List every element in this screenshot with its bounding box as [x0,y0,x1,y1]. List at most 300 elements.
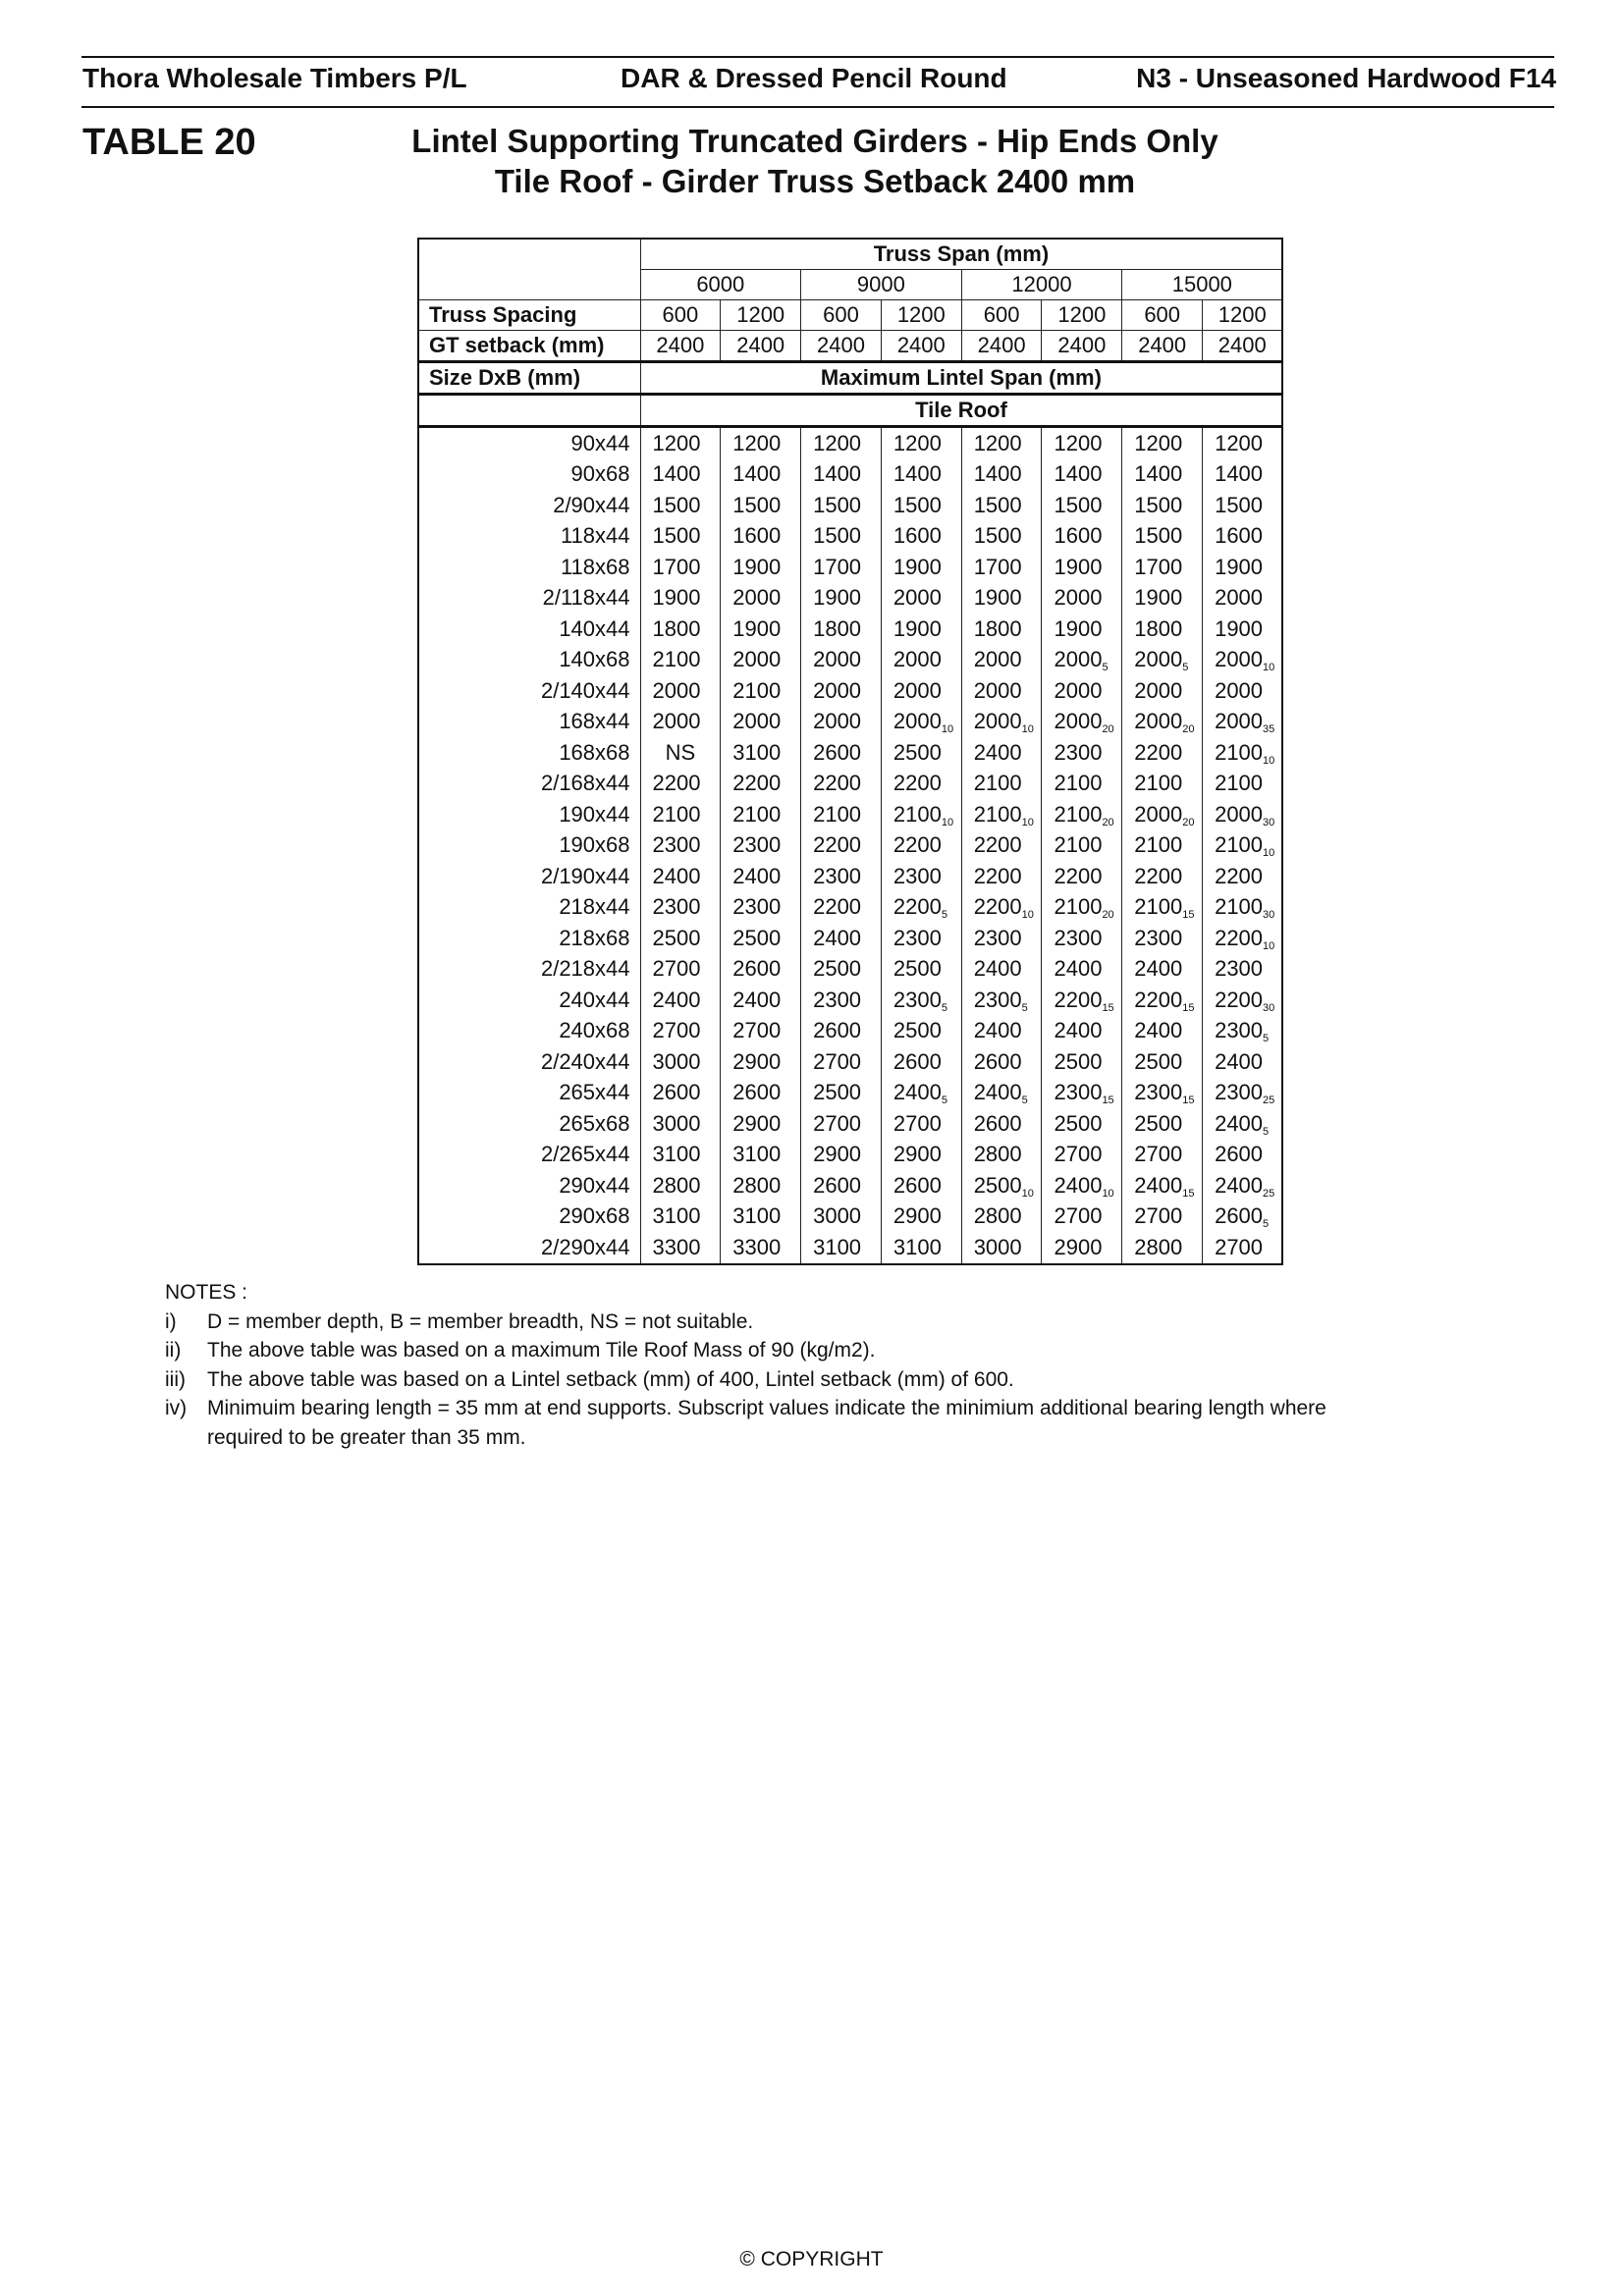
span-value-cell [721,552,801,583]
member-size-cell: 90x68 [418,459,640,491]
table-row [418,459,1282,491]
notes-list [165,1308,1336,1453]
member-size-cell: 140x44 [418,614,640,645]
note-text: The above table was based on a maximum Tile Roof Mass of 90 (kg/m2). [207,1339,876,1362]
size-heading-row [418,362,1282,395]
span-value: 2200 [1054,987,1103,1012]
span-value: 2700 [732,1018,782,1043]
table-row [418,985,1282,1016]
span-value: 1500 [732,492,782,517]
span-value: 2800 [973,1203,1022,1229]
span-value-cell [801,427,882,459]
span-value-cell [640,490,721,521]
span-value: 3100 [732,1203,782,1229]
bearing-subscript: 10 [1102,1187,1114,1200]
span-value: 2500 [813,1080,862,1105]
span-value-cell [640,923,721,954]
span-value-cell [1042,985,1122,1016]
member-size-cell: 2/90x44 [418,490,640,521]
span-value: 2700 [813,1110,862,1136]
span-value: 1500 [1134,523,1183,549]
span-value: 3100 [652,1203,701,1229]
note-text: The above table was based on a Lintel setback (mm) of 400, Lintel setback (mm) of 600. [207,1367,1014,1391]
span-value: 2300 [1215,1080,1264,1105]
span-value-cell [881,459,961,491]
span-value: 1700 [1134,554,1183,579]
span-value: 2500 [1134,1110,1183,1136]
span-value: 2000 [1215,647,1264,672]
span-value: 1900 [1054,554,1103,579]
span-value-cell [1042,954,1122,986]
truss-span-value: 9000 [801,270,962,300]
span-value-cell [721,892,801,924]
span-value: 2600 [732,1080,782,1105]
table-row [418,614,1282,645]
span-value: 1200 [893,430,942,455]
span-value-cell [1203,985,1283,1016]
span-value: 2500 [732,925,782,950]
span-value: 2200 [1134,739,1183,765]
bearing-subscript: 5 [1182,662,1189,674]
span-value-cell [881,1232,961,1264]
span-value-cell [881,923,961,954]
span-value: 2000 [1215,801,1264,827]
span-value: 2800 [973,1142,1022,1167]
span-value-cell [721,583,801,614]
table-row [418,737,1282,769]
span-value-cell [961,1016,1042,1047]
truss-span-value: 12000 [961,270,1122,300]
bearing-subscript: 10 [1263,939,1275,952]
span-value: 2600 [813,1172,862,1198]
bearing-subscript: 15 [1102,1095,1114,1107]
truss-spacing-label: Truss Spacing [418,300,640,331]
span-value-cell [961,707,1042,738]
span-value: 1200 [1215,430,1264,455]
span-value: 3300 [732,1234,782,1259]
span-value: 2300 [973,925,1022,950]
span-value: 2300 [893,987,942,1012]
span-value: 2000 [1054,647,1103,672]
span-value-cell [640,861,721,892]
span-value: 1600 [732,523,782,549]
span-value-cell [1122,1108,1203,1140]
notes-section [165,1278,1336,1452]
span-value: 2100 [652,801,701,827]
span-value-cell [1122,427,1203,459]
span-value: 1500 [1215,492,1264,517]
span-value: 1500 [893,492,942,517]
span-value-cell [1203,1140,1283,1171]
span-value-cell [640,985,721,1016]
span-value-cell [801,861,882,892]
gt-setback-value: 2400 [881,331,961,362]
note-number: iii) [165,1367,186,1391]
span-value: 2400 [1054,1018,1103,1043]
bearing-subscript: 20 [1102,816,1114,828]
span-value-cell [1042,923,1122,954]
span-value: 2000 [893,585,942,611]
span-value: 2700 [1134,1142,1183,1167]
span-value-cell [640,1140,721,1171]
span-value-cell [640,675,721,707]
truss-spacing-value: 1200 [1203,300,1283,331]
table-row [418,923,1282,954]
span-value: 2700 [893,1110,942,1136]
bearing-subscript: 10 [1263,847,1275,860]
span-value: 2400 [1054,956,1103,982]
span-value-cell [801,1108,882,1140]
member-size-cell: 2/168x44 [418,769,640,800]
span-value-cell [801,552,882,583]
span-value-cell [640,1016,721,1047]
span-value-cell [1042,675,1122,707]
span-value-cell [961,675,1042,707]
span-value: 2100 [732,677,782,703]
span-value: 2500 [973,1172,1022,1198]
span-value: 2200 [893,771,942,796]
span-value: 1400 [1215,461,1264,487]
span-value-cell [1122,985,1203,1016]
span-value: 2200 [973,894,1022,920]
span-value-cell [721,1046,801,1078]
span-value-cell [1203,861,1283,892]
span-value-cell [961,614,1042,645]
span-value-cell [640,799,721,830]
gt-setback-value: 2400 [1203,331,1283,362]
span-value-cell [721,490,801,521]
table-row [418,427,1282,459]
max-lintel-span-heading: Maximum Lintel Span (mm) [640,362,1282,395]
span-value-cell [1203,645,1283,676]
bearing-subscript: 20 [1182,723,1195,736]
span-value-cell [1203,1108,1283,1140]
table-body [418,427,1282,1264]
truss-spacing-row [418,300,1282,331]
span-value-cell [1122,954,1203,986]
bearing-subscript: 5 [1102,662,1109,674]
span-value-cell [961,923,1042,954]
table-row [418,1232,1282,1264]
span-value: 2900 [732,1048,782,1074]
bearing-subscript: 15 [1182,1001,1195,1014]
span-value-cell [721,521,801,553]
span-value-cell [1042,799,1122,830]
span-value-cell [640,954,721,986]
note-number: ii) [165,1339,182,1362]
span-value-cell [721,737,801,769]
span-value-cell [640,830,721,862]
span-value: 2900 [893,1142,942,1167]
span-value-cell [801,707,882,738]
member-size-cell: 118x68 [418,552,640,583]
span-value-cell [1122,1078,1203,1109]
span-value-cell [801,645,882,676]
bearing-subscript: 5 [941,1095,947,1107]
span-value: 2400 [1134,1172,1183,1198]
span-value-cell [801,614,882,645]
span-value: 2100 [973,771,1022,796]
span-value: 2300 [1134,925,1183,950]
span-value: 2700 [652,1018,701,1043]
span-value: 2200 [893,894,942,920]
span-value-cell [801,799,882,830]
span-value-cell [961,861,1042,892]
span-value: 2000 [973,677,1022,703]
bearing-subscript: 10 [941,723,954,736]
span-value: 2300 [652,894,701,920]
table-row [418,1046,1282,1078]
span-value: 2400 [1054,1172,1103,1198]
member-size-cell: 265x68 [418,1108,640,1140]
span-value: 2000 [813,647,862,672]
span-value-cell [881,552,961,583]
span-value-cell [1203,459,1283,491]
span-value: 2300 [1134,1080,1183,1105]
span-value: 2400 [732,863,782,888]
span-value-cell [961,552,1042,583]
span-value-cell [640,1232,721,1264]
member-size-cell: 218x44 [418,892,640,924]
span-value-cell [801,1046,882,1078]
span-value: 2900 [1054,1234,1103,1259]
span-value-cell [801,830,882,862]
span-value-cell [1042,1016,1122,1047]
span-value-cell [1042,459,1122,491]
span-value: 1700 [973,554,1022,579]
span-value-cell [801,737,882,769]
truss-spacing-value: 1200 [1042,300,1122,331]
span-value-cell [640,1046,721,1078]
span-value: 2000 [732,647,782,672]
span-value: 2500 [813,956,862,982]
span-value-cell [961,737,1042,769]
span-value: 2600 [813,739,862,765]
span-value: 1900 [813,585,862,611]
span-value-cell [1122,552,1203,583]
span-value: 2400 [1134,1018,1183,1043]
span-value-cell [640,1170,721,1201]
table-header [418,239,1282,427]
span-value: 1400 [732,461,782,487]
bearing-subscript: 5 [941,909,947,922]
span-value: 2700 [1215,1234,1264,1259]
span-value-cell [961,583,1042,614]
span-value-cell [721,675,801,707]
span-value: 2300 [1054,1080,1103,1105]
bearing-subscript: 30 [1263,909,1275,922]
span-value: 2500 [1134,1048,1183,1074]
truss-span-value: 15000 [1122,270,1283,300]
table-row [418,954,1282,986]
span-value-cell [721,769,801,800]
span-value: 2200 [1134,987,1183,1012]
span-value: 1700 [652,554,701,579]
span-value: 2100 [813,801,862,827]
member-size-cell: 2/118x44 [418,583,640,614]
table-row [418,490,1282,521]
span-value-cell [640,645,721,676]
note-item [165,1365,1336,1395]
span-value: 2100 [1215,739,1264,765]
span-value-cell [1203,1232,1283,1264]
note-number: i) [165,1309,177,1333]
span-value-cell [640,459,721,491]
span-value: 1700 [813,554,862,579]
table-row [418,769,1282,800]
table-row [418,1170,1282,1201]
span-value-cell [1122,490,1203,521]
span-value: 2000 [732,709,782,734]
span-value-cell [721,1108,801,1140]
span-value: 2400 [1215,1048,1264,1074]
bearing-subscript: 20 [1102,723,1114,736]
table-row [418,1140,1282,1171]
span-value: 1900 [732,554,782,579]
span-value: 2100 [732,801,782,827]
span-value-cell [961,459,1042,491]
span-value-cell [721,1078,801,1109]
member-size-cell: 218x68 [418,923,640,954]
span-value: 3100 [893,1234,942,1259]
span-value: 2500 [893,956,942,982]
span-value: 1900 [652,585,701,611]
span-value-cell [1042,583,1122,614]
bearing-subscript: 15 [1102,1001,1114,1014]
span-value-cell [1122,614,1203,645]
span-value-cell [1042,1046,1122,1078]
span-value-cell [1042,1108,1122,1140]
span-value: 3100 [813,1234,862,1259]
span-value: 2000 [1134,709,1183,734]
member-size-cell: 290x68 [418,1201,640,1233]
span-value: 1200 [1134,430,1183,455]
span-value-cell [1122,830,1203,862]
gt-setback-row [418,331,1282,362]
truss-spacing-value: 600 [801,300,882,331]
span-value-cell [801,521,882,553]
span-value-cell [1122,861,1203,892]
span-value: 1500 [1134,492,1183,517]
span-value-cell [1042,892,1122,924]
bearing-subscript: 15 [1182,909,1195,922]
span-value: 2100 [652,647,701,672]
member-size-cell: 290x44 [418,1170,640,1201]
span-value: 2300 [1215,1018,1264,1043]
span-value-cell [1203,1016,1283,1047]
table-row [418,861,1282,892]
span-value-cell [721,799,801,830]
span-value: 2500 [1054,1048,1103,1074]
span-value-cell [1042,552,1122,583]
member-size-cell: 168x68 [418,737,640,769]
product-name: DAR & Dressed Pencil Round [621,63,1007,93]
span-value-cell [961,1170,1042,1201]
span-value: 2200 [973,863,1022,888]
bearing-subscript: 5 [1021,1001,1028,1014]
bearing-subscript: 15 [1182,1187,1195,1200]
span-value: 2000 [1134,801,1183,827]
span-value-cell [961,521,1042,553]
span-value: 2200 [813,771,862,796]
span-value-cell [640,521,721,553]
span-value-cell [1042,830,1122,862]
span-value: 2100 [1134,832,1183,858]
span-value-cell [1122,645,1203,676]
span-value-cell [721,954,801,986]
gt-setback-value: 2400 [801,331,882,362]
span-value-cell [640,614,721,645]
span-value: 2700 [652,956,701,982]
member-size-cell: 265x44 [418,1078,640,1109]
span-value-cell [881,769,961,800]
span-value: 2400 [1134,956,1183,982]
span-value: 2400 [1215,1110,1264,1136]
span-value: 2100 [893,801,942,827]
span-value-cell [801,985,882,1016]
span-value: 1400 [813,461,862,487]
span-value: 2800 [1134,1234,1183,1259]
span-value-cell [961,1108,1042,1140]
span-value: 2600 [1215,1142,1264,1167]
span-value-cell [1122,1046,1203,1078]
span-value-cell [1203,521,1283,553]
span-value-cell [721,1201,801,1233]
span-value-cell [721,861,801,892]
gt-setback-value: 2400 [1122,331,1203,362]
table-row [418,521,1282,553]
span-value: 2900 [732,1110,782,1136]
span-value: 2300 [1215,956,1264,982]
span-value-cell [721,645,801,676]
span-value: 2600 [973,1048,1022,1074]
span-value-cell [881,737,961,769]
gt-setback-value: 2400 [721,331,801,362]
member-size-cell: 190x44 [418,799,640,830]
span-value-cell [801,1140,882,1171]
span-value-cell [1122,769,1203,800]
span-value-cell [1203,490,1283,521]
span-value: 2100 [1054,832,1103,858]
header-bottom-rule [81,106,1554,108]
span-value: 1800 [1134,615,1183,641]
span-value: 2600 [652,1080,701,1105]
span-value-cell [801,1232,882,1264]
table-title-line-2: Tile Roof - Girder Truss Setback 2400 mm [494,163,1136,199]
span-value: 2100 [1134,771,1183,796]
bearing-subscript: 20 [1102,909,1114,922]
member-size-cell: 2/290x44 [418,1232,640,1264]
span-value: 2500 [893,1018,942,1043]
span-value: 2700 [813,1048,862,1074]
table-row [418,707,1282,738]
span-value-cell [721,707,801,738]
span-value-cell [881,892,961,924]
span-value-cell [881,1016,961,1047]
span-value-cell [881,427,961,459]
member-size-cell: 118x44 [418,521,640,553]
span-value: 1400 [1054,461,1103,487]
span-value-cell [801,490,882,521]
table-row [418,830,1282,862]
span-value-cell [1122,1016,1203,1047]
span-value: 2600 [973,1110,1022,1136]
span-value: 2000 [893,647,942,672]
copyright-footer: © COPYRIGHT [739,2248,884,2270]
span-value: 2000 [813,709,862,734]
span-value: 1200 [732,430,782,455]
span-value: 1600 [893,523,942,549]
